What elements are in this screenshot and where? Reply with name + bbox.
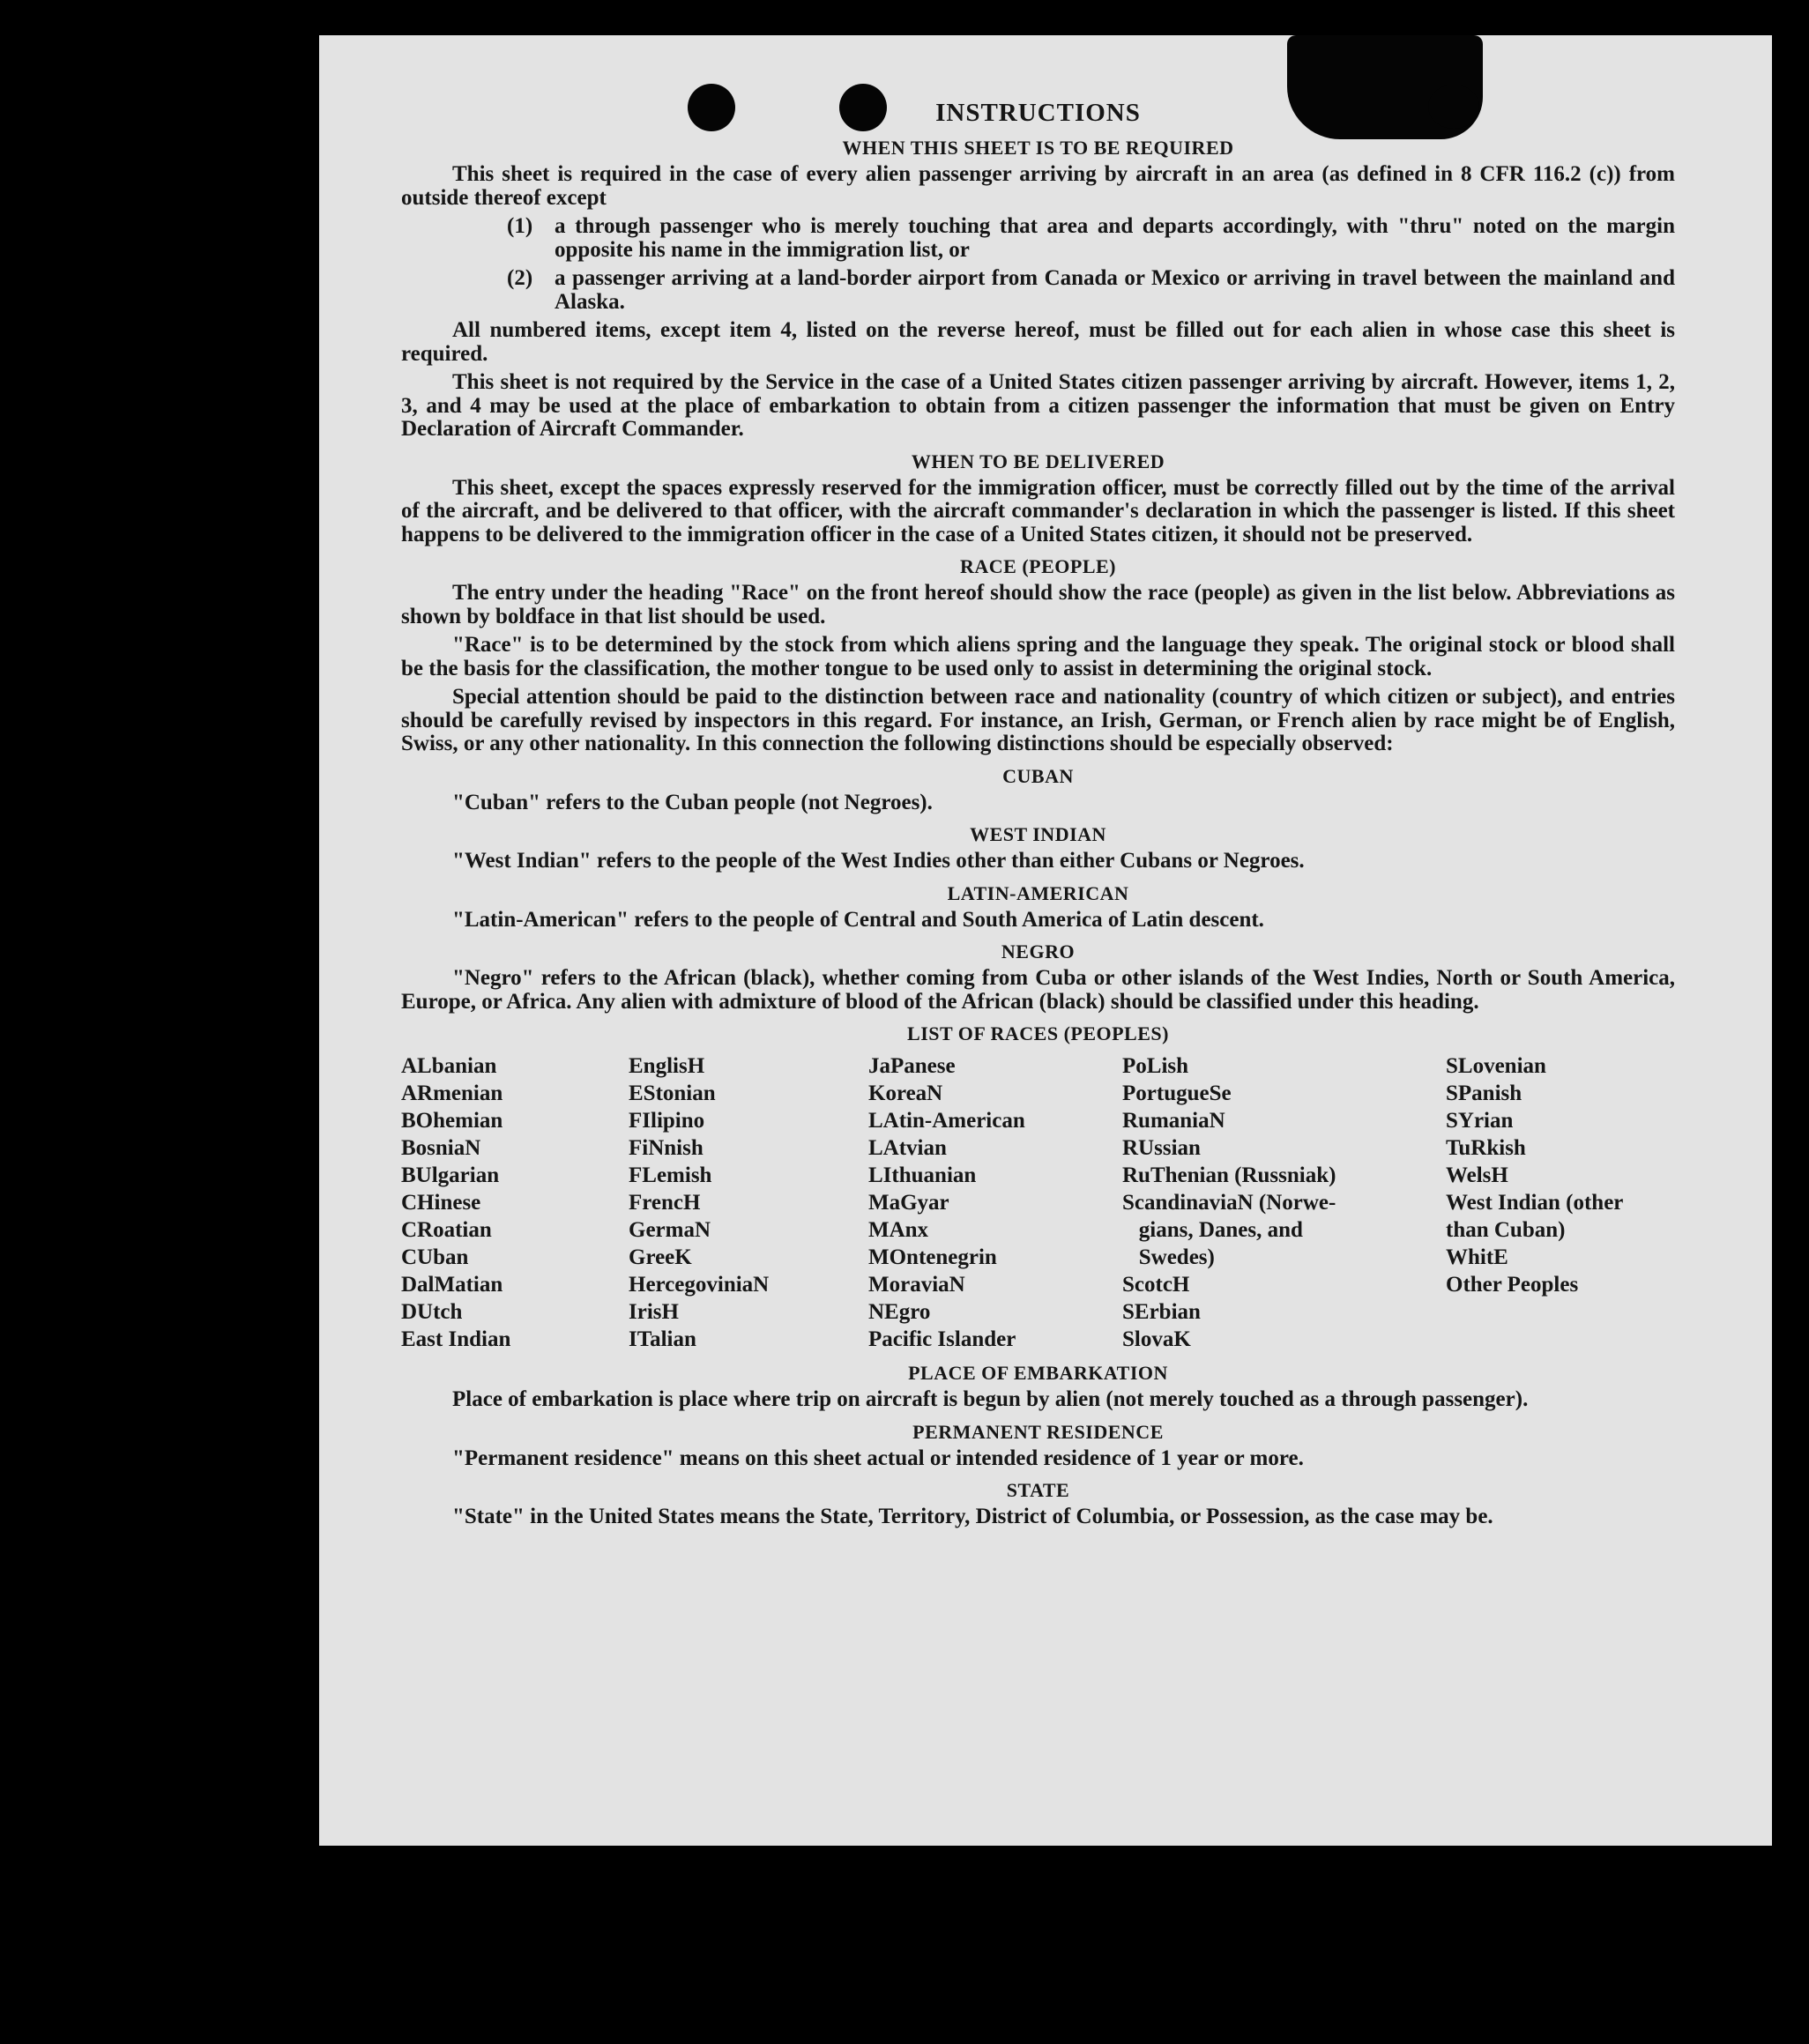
race-item: gians, Danes, and — [1122, 1218, 1303, 1242]
race-item: PortugueSe — [1122, 1081, 1232, 1105]
race-item: LAtin-American — [868, 1109, 1025, 1133]
race-item: WelsH — [1446, 1163, 1508, 1187]
paragraph: This sheet, except the spaces expressly reserved for the immigration officer, must be correctly filled out by the time of the arrival of the aircraft, and be delivered to that officer, with the aircraft commander's declaration in which the passenger is listed. If this sheet happens to be delivered to the immigration officer in the case of a United States citizen, it should not be preserved. — [401, 475, 1675, 546]
race-item: TuRkish — [1446, 1136, 1526, 1160]
list-item — [507, 267, 1675, 314]
race-item: LAtvian — [868, 1136, 947, 1160]
race-item: HercegoviniaN — [629, 1273, 770, 1297]
race-item: GermaN — [629, 1218, 711, 1242]
race-item: ITalian — [629, 1327, 696, 1351]
race-item: SYrian — [1446, 1109, 1514, 1133]
list-item — [507, 215, 1675, 262]
race-item: KoreaN — [868, 1081, 943, 1105]
item-number: (2) — [507, 266, 533, 290]
race-item: ARmenian — [401, 1081, 503, 1105]
paragraph: "Cuban" refers to the Cuban people (not Negroes). — [452, 790, 933, 814]
race-column — [1122, 1052, 1446, 1353]
race-item: MAnx — [868, 1218, 929, 1242]
paragraph: The entry under the heading "Race" on the front hereof should show the race (people) as given in the list below. Abbreviations as shown by boldface in that list should be used. — [401, 581, 1675, 628]
section-heading: STATE — [1006, 1479, 1070, 1501]
section-heading: PLACE OF EMBARKATION — [908, 1362, 1168, 1384]
race-column — [1446, 1052, 1675, 1353]
paragraph: "Permanent residence" means on this sheet actual or intended residence of 1 year or more. — [452, 1446, 1304, 1470]
race-item: ScotcH — [1122, 1273, 1190, 1297]
race-item: RumaniaN — [1122, 1109, 1225, 1133]
race-item: PoLish — [1122, 1054, 1189, 1078]
race-item: MaGyar — [868, 1191, 949, 1215]
race-item: LIthuanian — [868, 1163, 977, 1187]
paragraph: "State" in the United States means the State, Territory, District of Columbia, or Possession, as the case may be. — [452, 1505, 1493, 1528]
section-heading: WEST INDIAN — [970, 823, 1106, 845]
race-item: RUssian — [1122, 1136, 1201, 1160]
race-item: BUlgarian — [401, 1163, 500, 1187]
race-item: SErbian — [1122, 1300, 1201, 1324]
section-heading: LATIN-AMERICAN — [947, 881, 1129, 904]
paragraph: "West Indian" refers to the people of the West Indies other than either Cubans or Negroes. — [452, 849, 1305, 873]
race-item: SLovenian — [1446, 1054, 1546, 1078]
race-item: GreeK — [629, 1245, 692, 1269]
race-item: Other Peoples — [1446, 1273, 1579, 1297]
race-item: DUtch — [401, 1300, 463, 1324]
item-number: (1) — [507, 214, 533, 238]
race-item: EnglisH — [629, 1054, 705, 1078]
race-item: Pacific Islander — [868, 1327, 1016, 1351]
race-item: BosniaN — [401, 1136, 481, 1160]
race-item: EStonian — [629, 1081, 716, 1105]
paragraph: "Latin-American" refers to the people of Central and South America of Latin descent. — [452, 907, 1264, 932]
race-item: FiNnish — [629, 1136, 704, 1160]
section-heading: NEGRO — [1001, 940, 1076, 963]
race-item: CRoatian — [401, 1218, 492, 1242]
section-heading: WHEN TO BE DELIVERED — [911, 450, 1165, 472]
race-item: NEgro — [868, 1300, 931, 1324]
paragraph: Special attention should be paid to the distinction between race and nationality (country of which citizen or subject), and entries should be carefully revised by inspectors in this regard. For instance, an Irish, German, or French alien by race might be of English, Swiss, or any other nationality. In this connection the following distinctions should be especially observed: — [401, 685, 1675, 755]
race-item: MoraviaN — [868, 1273, 965, 1297]
section-heading: PERMANENT RESIDENCE — [912, 1420, 1164, 1443]
race-item: FrencH — [629, 1191, 701, 1215]
race-item: ScandinaviaN (Norwe- — [1122, 1191, 1336, 1215]
item-text: a passenger arriving at a land-border airport from Canada or Mexico or arriving in travel between the mainland and Alaska. — [555, 266, 1675, 314]
race-item: SlovaK — [1122, 1327, 1191, 1351]
race-item: WhitE — [1446, 1245, 1508, 1269]
race-item: West Indian (other — [1446, 1191, 1624, 1215]
race-item: RuThenian (Russniak) — [1122, 1163, 1336, 1187]
race-item: CHinese — [401, 1191, 481, 1215]
race-item: IrisH — [629, 1300, 679, 1324]
race-item: ALbanian — [401, 1054, 497, 1078]
race-list — [401, 1052, 1675, 1353]
race-item: FIlipino — [629, 1109, 705, 1133]
race-item: East Indian — [401, 1327, 511, 1351]
page-title: INSTRUCTIONS — [935, 99, 1141, 127]
section-heading: RACE (PEOPLE) — [960, 555, 1116, 577]
race-column — [629, 1052, 868, 1353]
paragraph: All numbered items, except item 4, listed on the reverse hereof, must be filled out for each alien in whose case this sheet is required. — [401, 318, 1675, 366]
race-item: SPanish — [1446, 1081, 1522, 1105]
item-text: a through passenger who is merely touching that area and departs accordingly, with "thru" noted on the margin opposite his name in the immigration list, or — [555, 214, 1675, 262]
race-column — [868, 1052, 1122, 1353]
paragraph: "Race" is to be determined by the stock from which aliens spring and the language they speak. The original stock or blood shall be the basis for the classification, the mother tongue to be used only to assist in determining the original stock. — [401, 633, 1675, 680]
race-column — [401, 1052, 629, 1353]
document-body — [401, 99, 1675, 1535]
section-heading: WHEN THIS SHEET IS TO BE REQUIRED — [842, 137, 1234, 159]
paragraph: This sheet is required in the case of every alien passenger arriving by aircraft in an area (as defined in 8 CFR 116.2 (c)) from outside thereof except — [401, 162, 1675, 210]
race-item: Swedes) — [1122, 1245, 1215, 1269]
paragraph: Place of embarkation is place where trip on aircraft is begun by alien (not merely touched as a through passenger). — [452, 1387, 1529, 1411]
race-item: than Cuban) — [1446, 1218, 1566, 1242]
race-item: MOntenegrin — [868, 1245, 997, 1269]
race-item: FLemish — [629, 1163, 712, 1187]
paragraph: "Negro" refers to the African (black), whether coming from Cuba or other islands of the West Indies, North or South America, Europe, or Africa. Any alien with admixture of blood of the African (black) should be classified under this heading. — [401, 966, 1675, 1014]
section-heading: LIST OF RACES (PEOPLES) — [907, 1022, 1169, 1044]
section-heading: CUBAN — [1002, 764, 1074, 787]
race-item: JaPanese — [868, 1054, 956, 1078]
race-item: CUban — [401, 1245, 469, 1269]
race-item: BOhemian — [401, 1109, 503, 1133]
race-item: DalMatian — [401, 1273, 503, 1297]
paragraph: This sheet is not required by the Service in the case of a United States citizen passenger arriving by aircraft. However, items 1, 2, 3, and 4 may be used at the place of embarkation to obtain from a citizen passenger the information that must be given on Entry Declaration of Aircraft Commander. — [401, 370, 1675, 441]
